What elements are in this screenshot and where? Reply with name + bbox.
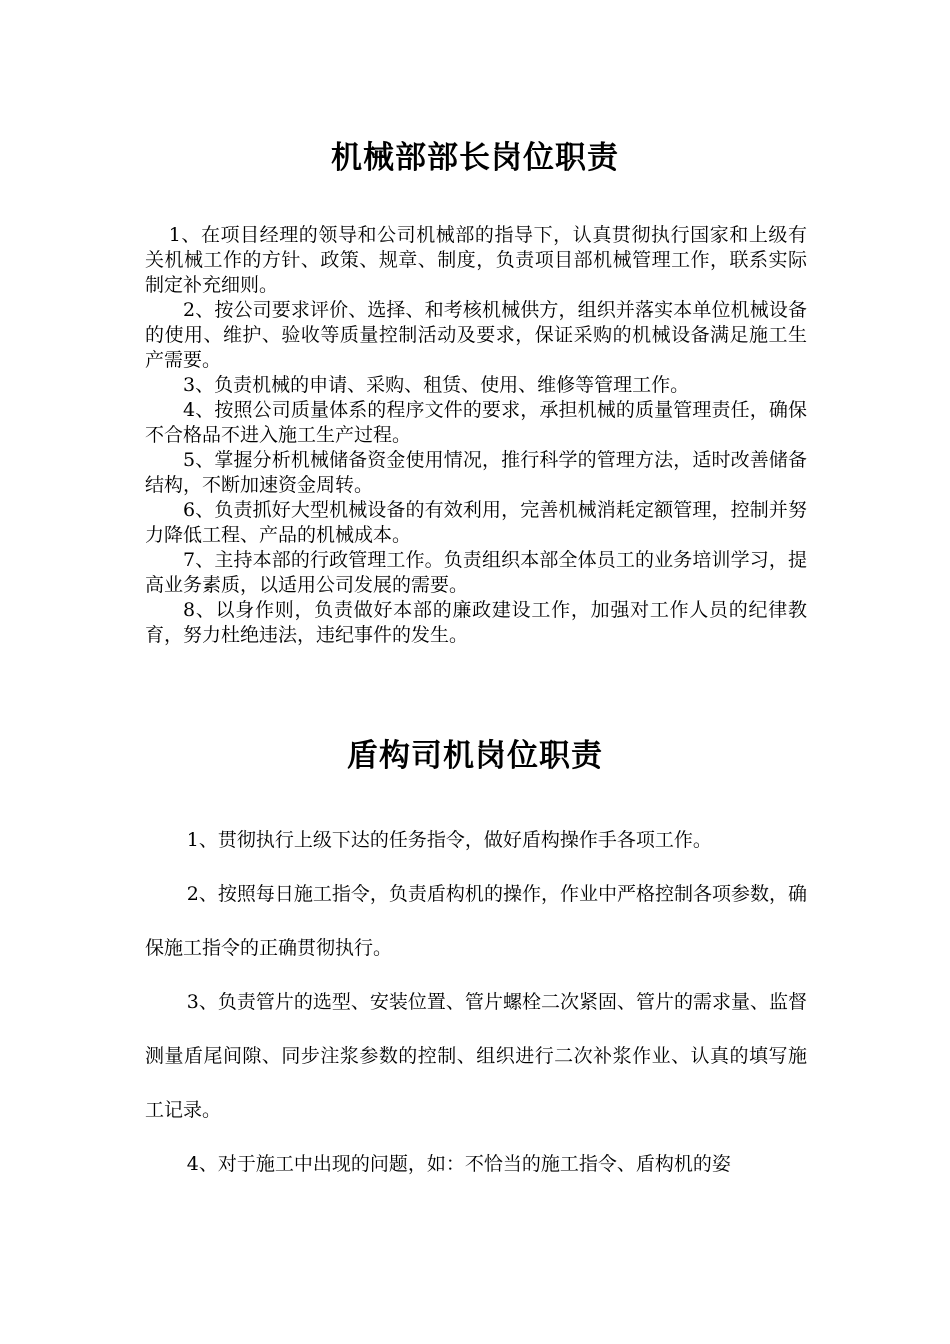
paragraph: 1、在项目经理的领导和公司机械部的指导下，认真贯彻执行国家和上级有关机械工作的方针、政策、规章、制度，负责项目部机械管理工作，联系实际制定补充细则。 [145,224,807,296]
section-title-shield-operator: 盾构司机岗位职责 [347,738,603,774]
section-body-shield-operator [145,813,807,1191]
paragraph: 2、按照每日施工指令，负责盾构机的操作，作业中严格控制各项参数，确保施工指令的正确贯彻执行。 [145,883,807,959]
paragraph: 3、负责管片的选型、安装位置、管片螺栓二次紧固、管片的需求量、监督测量盾尾间隙、同步注浆参数的控制、组织进行二次补浆作业、认真的填写施工记录。 [145,991,807,1121]
paragraph: 8、以身作则，负责做好本部的廉政建设工作，加强对工作人员的纪律教育，努力杜绝违法，违纪事件的发生。 [145,599,807,646]
paragraph: 4、按照公司质量体系的程序文件的要求，承担机械的质量管理责任，确保不合格品不进入施工生产过程。 [145,399,807,446]
paragraph: 6、负责抓好大型机械设备的有效利用，完善机械消耗定额管理，控制并努力降低工程、产品的机械成本。 [145,499,807,546]
paragraph: 2、按公司要求评价、选择、和考核机械供方，组织并落实本单位机械设备的使用、维护、验收等质量控制活动及要求，保证采购的机械设备满足施工生产需要。 [145,299,807,371]
paragraph: 4、对于施工中出现的问题，如：不恰当的施工指令、盾构机的姿 [186,1153,731,1175]
paragraph: 1、贯彻执行上级下达的任务指令，做好盾构操作手各项工作。 [186,829,712,851]
section-body-mechanical-dept-head [145,223,807,648]
paragraph: 7、主持本部的行政管理工作。负责组织本部全体员工的业务培训学习，提高业务素质，以适用公司发展的需要。 [145,549,807,596]
section-title-mechanical-dept-head: 机械部部长岗位职责 [331,140,619,176]
paragraph: 5、掌握分析机械储备资金使用情况，推行科学的管理方法，适时改善储备结构，不断加速资金周转。 [145,449,807,496]
paragraph: 3、负责机械的申请、采购、租赁、使用、维修等管理工作。 [183,374,690,396]
